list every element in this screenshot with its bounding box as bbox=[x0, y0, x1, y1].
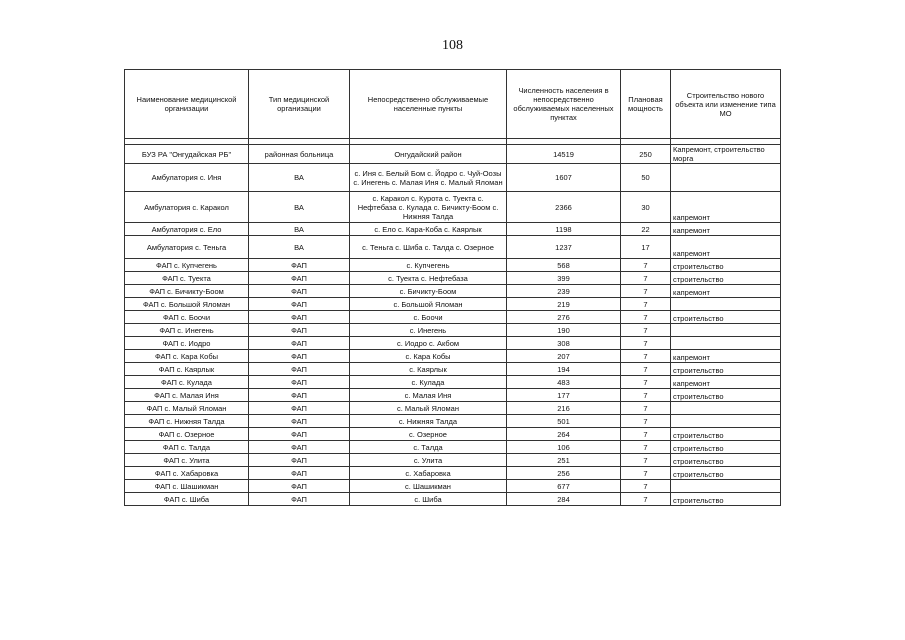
cell-capacity: 7 bbox=[621, 415, 671, 428]
cell-construction: капремонт bbox=[671, 350, 781, 363]
cell-population: 284 bbox=[507, 493, 621, 506]
table-body bbox=[125, 139, 781, 506]
cell-capacity: 7 bbox=[621, 259, 671, 272]
page-number: 108 bbox=[442, 38, 463, 53]
cell-name: ФАП с. Шашикман bbox=[125, 480, 249, 493]
cell-capacity: 7 bbox=[621, 298, 671, 311]
cell-name: ФАП с. Талда bbox=[125, 441, 249, 454]
cell-name: ФАП с. Инегень bbox=[125, 324, 249, 337]
cell-type: ФАП bbox=[249, 415, 350, 428]
cell-name: Амбулатория с. Каракол bbox=[125, 192, 249, 223]
cell-population: 399 bbox=[507, 272, 621, 285]
cell-settlements: с. Озерное bbox=[350, 428, 507, 441]
cell-name: ФАП с. Купчегень bbox=[125, 259, 249, 272]
cell-construction: строительство bbox=[671, 454, 781, 467]
cell-name: ФАП с. Озерное bbox=[125, 428, 249, 441]
table-row bbox=[125, 192, 781, 223]
cell-construction bbox=[671, 415, 781, 428]
cell-name: ФАП с. Боочи bbox=[125, 311, 249, 324]
cell-name: ФАП с. Малая Иня bbox=[125, 389, 249, 402]
cell-name: Амбулатория с. Иня bbox=[125, 164, 249, 192]
cell-population: 1237 bbox=[507, 236, 621, 259]
cell-population: 256 bbox=[507, 467, 621, 480]
cell-construction: строительство bbox=[671, 428, 781, 441]
cell-type: ФАП bbox=[249, 441, 350, 454]
cell-name: ФАП с. Каярлык bbox=[125, 363, 249, 376]
cell-population: 308 bbox=[507, 337, 621, 350]
cell-construction: строительство bbox=[671, 259, 781, 272]
cell-capacity: 7 bbox=[621, 376, 671, 389]
cell-capacity: 50 bbox=[621, 164, 671, 192]
cell-construction: Капремонт, строительство морга bbox=[671, 145, 781, 164]
cell-name: ФАП с. Иодро bbox=[125, 337, 249, 350]
cell-population: 106 bbox=[507, 441, 621, 454]
cell-settlements: с. Шашикман bbox=[350, 480, 507, 493]
cell-type: ВА bbox=[249, 236, 350, 259]
cell-construction bbox=[671, 298, 781, 311]
cell-type: ФАП bbox=[249, 259, 350, 272]
cell-type: ФАП bbox=[249, 311, 350, 324]
cell-population: 264 bbox=[507, 428, 621, 441]
cell-type: ФАП bbox=[249, 428, 350, 441]
table-row bbox=[125, 480, 781, 493]
table-row bbox=[125, 467, 781, 480]
table-row bbox=[125, 145, 781, 164]
cell-construction: строительство bbox=[671, 493, 781, 506]
table-row bbox=[125, 454, 781, 467]
cell-construction: капремонт bbox=[671, 285, 781, 298]
table-row bbox=[125, 493, 781, 506]
cell-population: 483 bbox=[507, 376, 621, 389]
table-row bbox=[125, 311, 781, 324]
cell-construction: капремонт bbox=[671, 223, 781, 236]
cell-type: ФАП bbox=[249, 467, 350, 480]
cell-type: ВА bbox=[249, 192, 350, 223]
table-row bbox=[125, 324, 781, 337]
cell-population: 216 bbox=[507, 402, 621, 415]
cell-settlements: с. Боочи bbox=[350, 311, 507, 324]
cell-name: ФАП с. Улита bbox=[125, 454, 249, 467]
table-row bbox=[125, 285, 781, 298]
cell-name: ФАП с. Шиба bbox=[125, 493, 249, 506]
cell-type: ФАП bbox=[249, 285, 350, 298]
cell-name: ФАП с. Бичикту-Боом bbox=[125, 285, 249, 298]
cell-population: 1607 bbox=[507, 164, 621, 192]
header-name: Наименование медицинской организации bbox=[125, 70, 249, 139]
cell-settlements: с. Улита bbox=[350, 454, 507, 467]
cell-type: ФАП bbox=[249, 376, 350, 389]
cell-name: ФАП с. Малый Яломан bbox=[125, 402, 249, 415]
cell-population: 2366 bbox=[507, 192, 621, 223]
cell-type: ФАП bbox=[249, 402, 350, 415]
cell-settlements: с. Ело с. Кара-Коба с. Каярлык bbox=[350, 223, 507, 236]
table-row bbox=[125, 236, 781, 259]
cell-name: ФАП с. Хабаровка bbox=[125, 467, 249, 480]
cell-name: Амбулатория с. Ело bbox=[125, 223, 249, 236]
cell-settlements: с. Купчегень bbox=[350, 259, 507, 272]
cell-settlements: с. Большой Яломан bbox=[350, 298, 507, 311]
table-row bbox=[125, 389, 781, 402]
cell-population: 14519 bbox=[507, 145, 621, 164]
cell-capacity: 17 bbox=[621, 236, 671, 259]
cell-construction bbox=[671, 480, 781, 493]
cell-capacity: 7 bbox=[621, 311, 671, 324]
cell-capacity: 7 bbox=[621, 480, 671, 493]
cell-capacity: 7 bbox=[621, 285, 671, 298]
cell-name: ФАП с. Туекта bbox=[125, 272, 249, 285]
table-row bbox=[125, 363, 781, 376]
cell-capacity: 7 bbox=[621, 428, 671, 441]
cell-capacity: 7 bbox=[621, 441, 671, 454]
header-settlements: Непосредственно обслуживаемые населенные пункты bbox=[350, 70, 507, 139]
cell-type: ФАП bbox=[249, 324, 350, 337]
cell-capacity: 7 bbox=[621, 350, 671, 363]
table-row bbox=[125, 428, 781, 441]
cell-construction: капремонт bbox=[671, 236, 781, 259]
cell-settlements: с. Каярлык bbox=[350, 363, 507, 376]
table-header-row bbox=[125, 70, 781, 139]
cell-capacity: 7 bbox=[621, 272, 671, 285]
cell-type: ФАП bbox=[249, 272, 350, 285]
cell-capacity: 7 bbox=[621, 493, 671, 506]
cell-construction: строительство bbox=[671, 389, 781, 402]
cell-type: ФАП bbox=[249, 454, 350, 467]
cell-capacity: 250 bbox=[621, 145, 671, 164]
cell-settlements: с. Кара Кобы bbox=[350, 350, 507, 363]
cell-type: ФАП bbox=[249, 363, 350, 376]
cell-construction bbox=[671, 402, 781, 415]
cell-population: 568 bbox=[507, 259, 621, 272]
cell-settlements: с. Кулада bbox=[350, 376, 507, 389]
table-row bbox=[125, 376, 781, 389]
cell-construction bbox=[671, 164, 781, 192]
cell-capacity: 22 bbox=[621, 223, 671, 236]
cell-settlements: с. Теньга с. Шиба с. Талда с. Озерное bbox=[350, 236, 507, 259]
cell-construction: капремонт bbox=[671, 376, 781, 389]
cell-capacity: 30 bbox=[621, 192, 671, 223]
cell-type: ВА bbox=[249, 164, 350, 192]
cell-capacity: 7 bbox=[621, 389, 671, 402]
cell-settlements: с. Хабаровка bbox=[350, 467, 507, 480]
cell-settlements: Онгудайский район bbox=[350, 145, 507, 164]
cell-population: 177 bbox=[507, 389, 621, 402]
table-row bbox=[125, 164, 781, 192]
header-type: Тип медицинской организации bbox=[249, 70, 350, 139]
cell-type: ВА bbox=[249, 223, 350, 236]
cell-construction: строительство bbox=[671, 467, 781, 480]
cell-population: 677 bbox=[507, 480, 621, 493]
cell-settlements: с. Шиба bbox=[350, 493, 507, 506]
cell-name: Амбулатория с. Теньга bbox=[125, 236, 249, 259]
medical-organizations-table bbox=[124, 69, 781, 506]
cell-type: ФАП bbox=[249, 493, 350, 506]
header-construction: Строительство нового объекта или изменение типа МО bbox=[671, 70, 781, 139]
cell-settlements: с. Туекта с. Нефтебаза bbox=[350, 272, 507, 285]
cell-name: БУЗ РА "Онгудайская РБ" bbox=[125, 145, 249, 164]
cell-capacity: 7 bbox=[621, 337, 671, 350]
cell-settlements: с. Нижняя Талда bbox=[350, 415, 507, 428]
cell-population: 207 bbox=[507, 350, 621, 363]
table-row bbox=[125, 337, 781, 350]
cell-name: ФАП с. Нижняя Талда bbox=[125, 415, 249, 428]
cell-settlements: с. Иодро с. Акбом bbox=[350, 337, 507, 350]
cell-population: 194 bbox=[507, 363, 621, 376]
cell-construction: строительство bbox=[671, 441, 781, 454]
cell-population: 501 bbox=[507, 415, 621, 428]
table-row bbox=[125, 298, 781, 311]
cell-capacity: 7 bbox=[621, 402, 671, 415]
cell-capacity: 7 bbox=[621, 454, 671, 467]
cell-type: районная больница bbox=[249, 145, 350, 164]
table-row bbox=[125, 259, 781, 272]
cell-settlements: с. Бичикту-Боом bbox=[350, 285, 507, 298]
cell-construction: строительство bbox=[671, 272, 781, 285]
cell-name: ФАП с. Кулада bbox=[125, 376, 249, 389]
table-row bbox=[125, 350, 781, 363]
cell-capacity: 7 bbox=[621, 324, 671, 337]
cell-capacity: 7 bbox=[621, 363, 671, 376]
cell-type: ФАП bbox=[249, 298, 350, 311]
table-row bbox=[125, 272, 781, 285]
cell-type: ФАП bbox=[249, 350, 350, 363]
cell-settlements: с. Каракол с. Курота с. Туекта с. Нефтебаза с. Кулада с. Бичикту-Боом с. Нижняя Талда bbox=[350, 192, 507, 223]
table-row bbox=[125, 223, 781, 236]
cell-construction: строительство bbox=[671, 363, 781, 376]
cell-population: 190 bbox=[507, 324, 621, 337]
cell-population: 239 bbox=[507, 285, 621, 298]
cell-population: 251 bbox=[507, 454, 621, 467]
cell-construction: строительство bbox=[671, 311, 781, 324]
header-population: Численность населения в непосредственно обслуживаемых населенных пунктах bbox=[507, 70, 621, 139]
cell-name: ФАП с. Кара Кобы bbox=[125, 350, 249, 363]
cell-settlements: с. Иня с. Белый Бом с. Йодро с. Чуй-Оозы с. Инегень с. Малая Иня с. Малый Яломан bbox=[350, 164, 507, 192]
cell-type: ФАП bbox=[249, 480, 350, 493]
cell-settlements: с. Талда bbox=[350, 441, 507, 454]
cell-settlements: с. Малая Иня bbox=[350, 389, 507, 402]
cell-settlements: с. Малый Яломан bbox=[350, 402, 507, 415]
header-capacity: Плановая мощность bbox=[621, 70, 671, 139]
cell-construction: капремонт bbox=[671, 192, 781, 223]
cell-type: ФАП bbox=[249, 389, 350, 402]
cell-population: 1198 bbox=[507, 223, 621, 236]
cell-type: ФАП bbox=[249, 337, 350, 350]
cell-population: 219 bbox=[507, 298, 621, 311]
cell-construction bbox=[671, 324, 781, 337]
table-row bbox=[125, 402, 781, 415]
cell-name: ФАП с. Большой Яломан bbox=[125, 298, 249, 311]
cell-settlements: с. Инегень bbox=[350, 324, 507, 337]
cell-population: 276 bbox=[507, 311, 621, 324]
table-row bbox=[125, 415, 781, 428]
cell-capacity: 7 bbox=[621, 467, 671, 480]
table-row bbox=[125, 441, 781, 454]
cell-construction bbox=[671, 337, 781, 350]
